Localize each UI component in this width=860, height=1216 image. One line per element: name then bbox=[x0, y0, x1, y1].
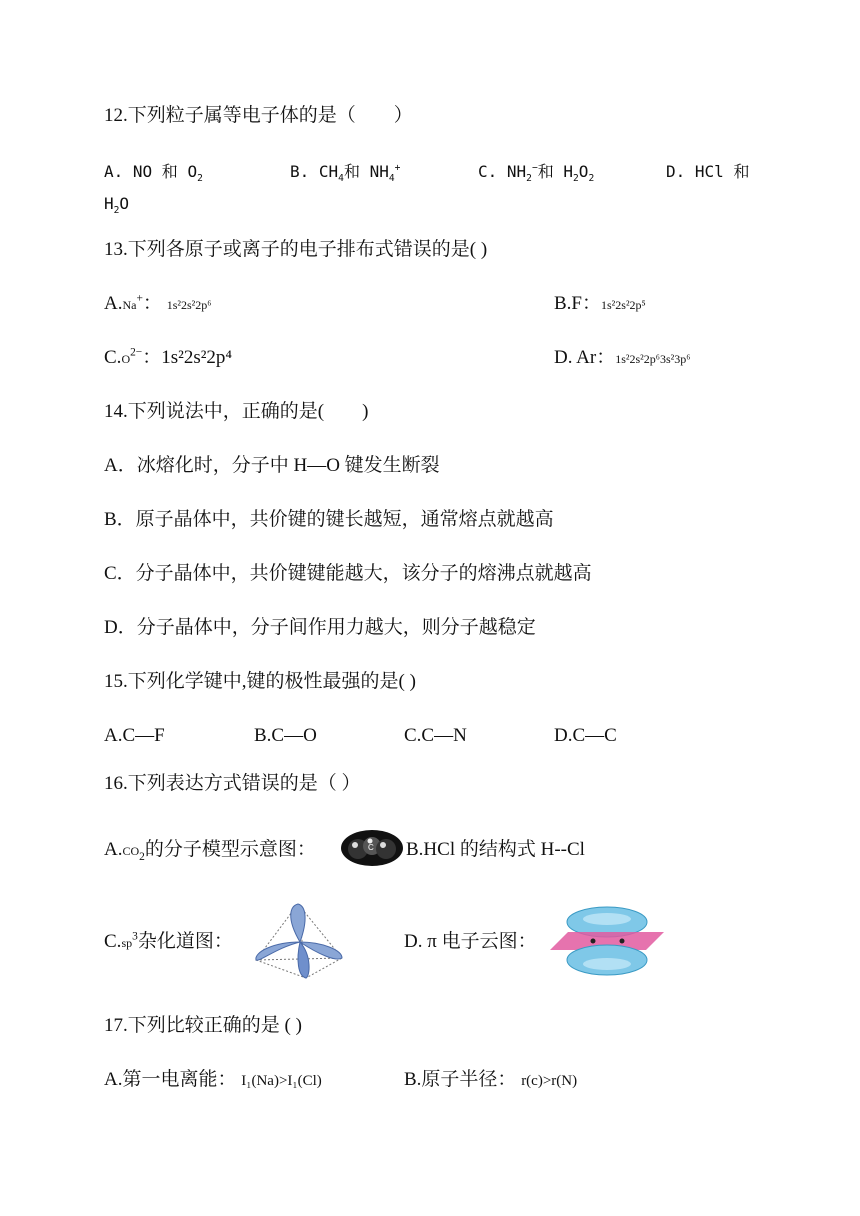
q16-option-d: D. π 电子云图： bbox=[404, 931, 537, 952]
q15-option-a: A.C—F bbox=[104, 725, 165, 746]
q13-option-a: A.Na+： 1s²2s²2p⁶ bbox=[104, 292, 212, 314]
svg-text:C: C bbox=[368, 843, 374, 852]
q15-option-c: C.C—N bbox=[404, 725, 467, 746]
q12-option-c: C. $NH_2^-$和 $H_2O_2$ bbox=[478, 162, 595, 185]
q15-option-d: D.C—C bbox=[554, 725, 617, 746]
q14-option-a: A．冰熔化时，分子中 H—O 键发生断裂 bbox=[104, 455, 440, 476]
q13-option-b: B.F：1s²2s²2p⁵ bbox=[554, 293, 646, 314]
q12-stem: 12.下列粒子属等电子体的是（ ） bbox=[104, 105, 413, 126]
q14-option-c: C．分子晶体中，共价键键能越大，该分子的熔沸点就越高 bbox=[104, 563, 592, 584]
q16-option-a: $A.CO_2$的分子模型示意图： bbox=[104, 839, 316, 863]
q14-option-d: D．分子晶体中，分子间作用力越大，则分子越稳定 bbox=[104, 617, 536, 638]
q17-option-a: A.第一电离能： I₁(Na)>I₁(Cl) bbox=[104, 1069, 322, 1090]
q17-stem: 17.下列比较正确的是 ( ) bbox=[104, 1015, 302, 1036]
q12-option-d-continued: $H_2O$ bbox=[104, 194, 130, 217]
q12-option-d: D. HCl 和 bbox=[666, 162, 750, 181]
q13-stem: 13.下列各原子或离子的电子排布式错误的是( ) bbox=[104, 239, 488, 260]
q16-stem: 16.下列表达方式错误的是（ ） bbox=[104, 773, 361, 794]
q13-option-c: $C.O^{2-}$：1s²2s²2p⁴ bbox=[104, 346, 233, 368]
q15-option-b: B.C—O bbox=[254, 725, 317, 746]
q16-option-c: $C.sp^3$杂化道图： bbox=[104, 930, 233, 952]
q12-option-a: A. NO 和 $O_2$ bbox=[104, 162, 203, 185]
q14-stem: 14.下列说法中，正确的是( ) bbox=[104, 401, 369, 422]
q17-option-b: B.原子半径： r(c)>r(N) bbox=[404, 1069, 578, 1090]
q12-option-b: B. $CH_4$和 $NH_4^+$ bbox=[290, 162, 401, 185]
q16-option-b: B.HCl 的结构式 H--Cl bbox=[406, 839, 585, 860]
q13-option-d: D. Ar：1s²2s²2p⁶3s²3p⁶ bbox=[554, 347, 691, 368]
sp3-orbital-icon bbox=[246, 898, 350, 982]
q15-stem: 15.下列化学键中,键的极性最强的是( ) bbox=[104, 671, 416, 692]
pi-electron-cloud-icon bbox=[546, 902, 668, 978]
co2-model-icon bbox=[340, 828, 404, 868]
q14-option-b: B．原子晶体中，共价键的键长越短，通常熔点就越高 bbox=[104, 509, 554, 530]
